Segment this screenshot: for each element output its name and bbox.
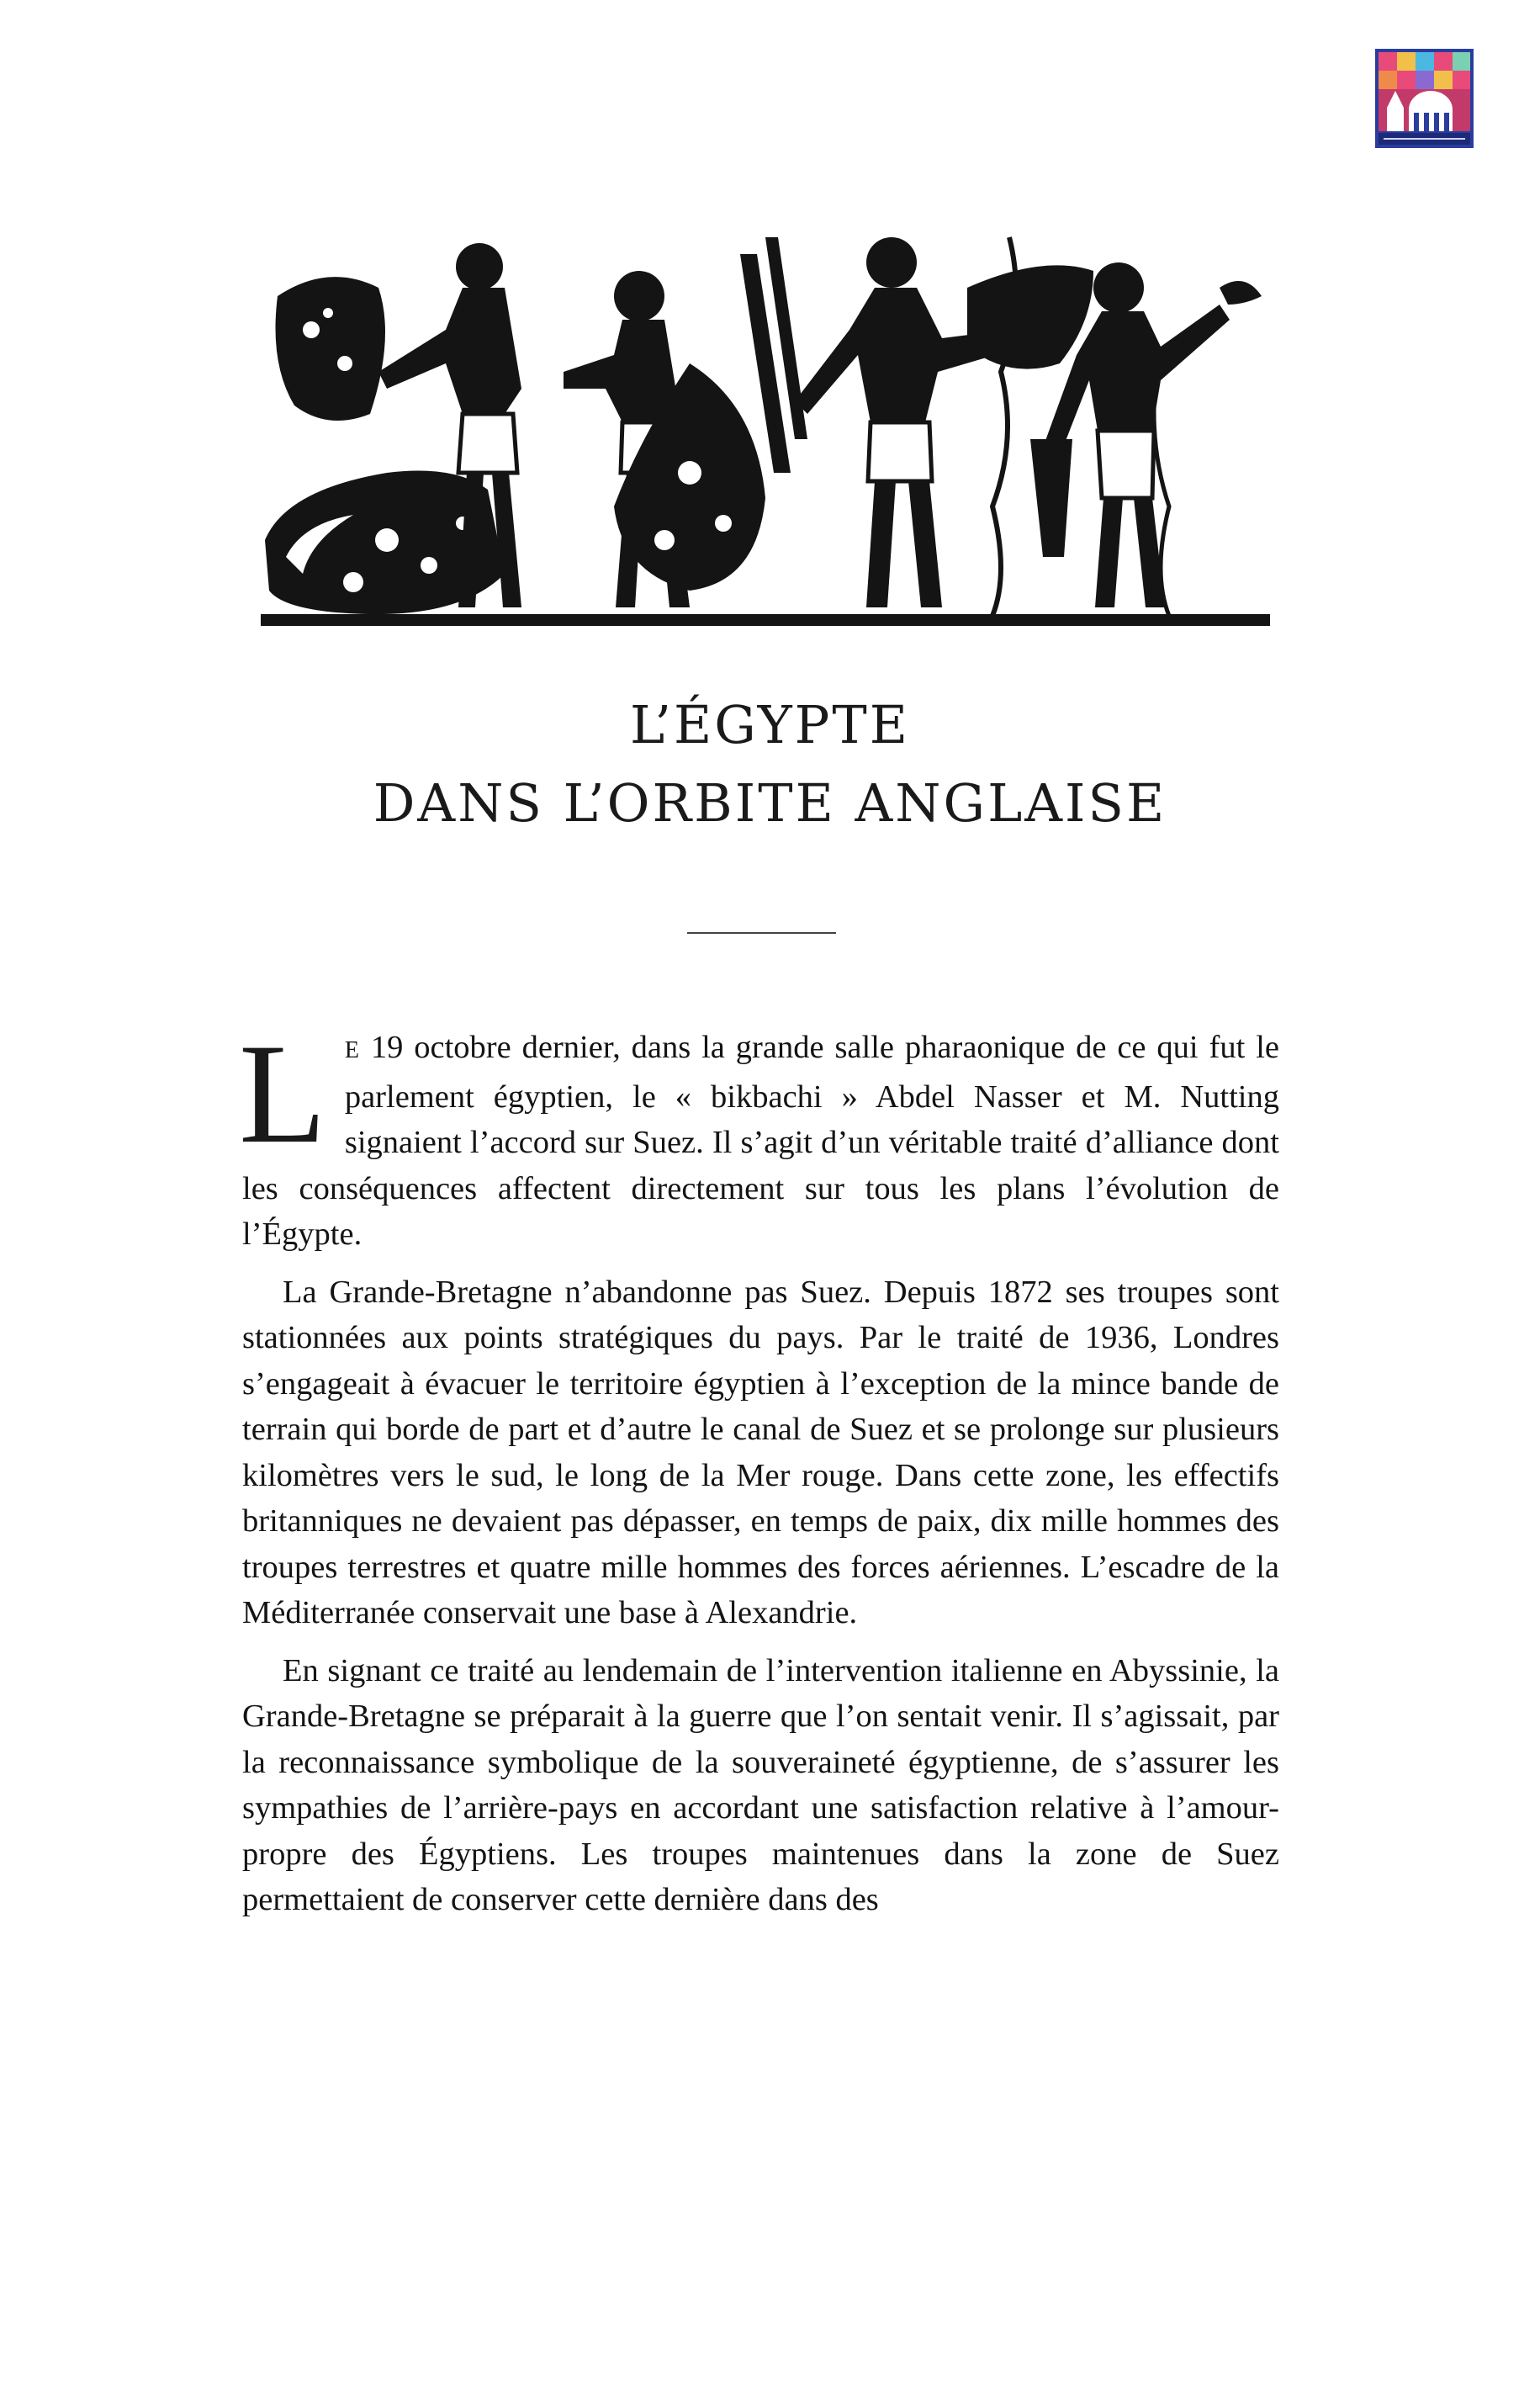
drop-cap: L: [239, 1015, 326, 1173]
article-body: [239, 1015, 1279, 1935]
publisher-logo: [1375, 49, 1474, 148]
lead-small-cap: E: [344, 1037, 360, 1063]
paragraph-3: En signant ce traité au lendemain de l’intervention italienne en Abyssinie, la Grande-Bretagne se préparait à la guerre que l’on sentait venir. Il s’agissait, par la reconnaissance symbolique de la souveraineté égyptienne, de s’assurer les sympathies de l’arrière-pays en accordant une satisfaction relative à l’amour-propre des Égyptiens. Les troupes maintenues dans la zone de Suez permettaient de conserver cette dernière dans des: [242, 1652, 1279, 1917]
title-divider: [687, 932, 836, 934]
paragraph-1: [239, 1015, 1279, 1258]
paragraph-1-text: 19 octobre dernier, dans la grande salle pharaonique de ce qui fut le parlement égyptien, le « bikbachi » Abdel Nasser et M. Nutting signaient l’accord sur Suez. Il s’agit d’un véritable traité d’alliance dont les conséquences affectent directement sur tous les plans l’évolution de l’Égypte.: [242, 1030, 1279, 1252]
article-title-line-2: DANS L’ORBITE ANGLAISE: [373, 772, 1167, 834]
article-title-line-1: L’ÉGYPTE: [630, 694, 910, 755]
paragraph-2: La Grande-Bretagne n’abandonne pas Suez. Depuis 1872 ses troupes sont stationnées aux points stratégiques du pays. Par le traité de 1936, Londres s’engageait à évacuer le territoire égyptien à l’exception de la mince bande de terrain qui borde de part et d’autre le canal de Suez et se prolonge sur plusieurs kilomètres vers le sud, le long de la Mer rouge. Dans cette zone, les effectifs britanniques ne devaient pas dépasser, en temps de paix, dix mille hommes des troupes terrestres et quatre mille hommes des forces aériennes. L’escadre de la Méditerranée conservait une base à Alexandrie.: [242, 1274, 1279, 1630]
egyptian-frieze-illustration: [252, 220, 1274, 641]
